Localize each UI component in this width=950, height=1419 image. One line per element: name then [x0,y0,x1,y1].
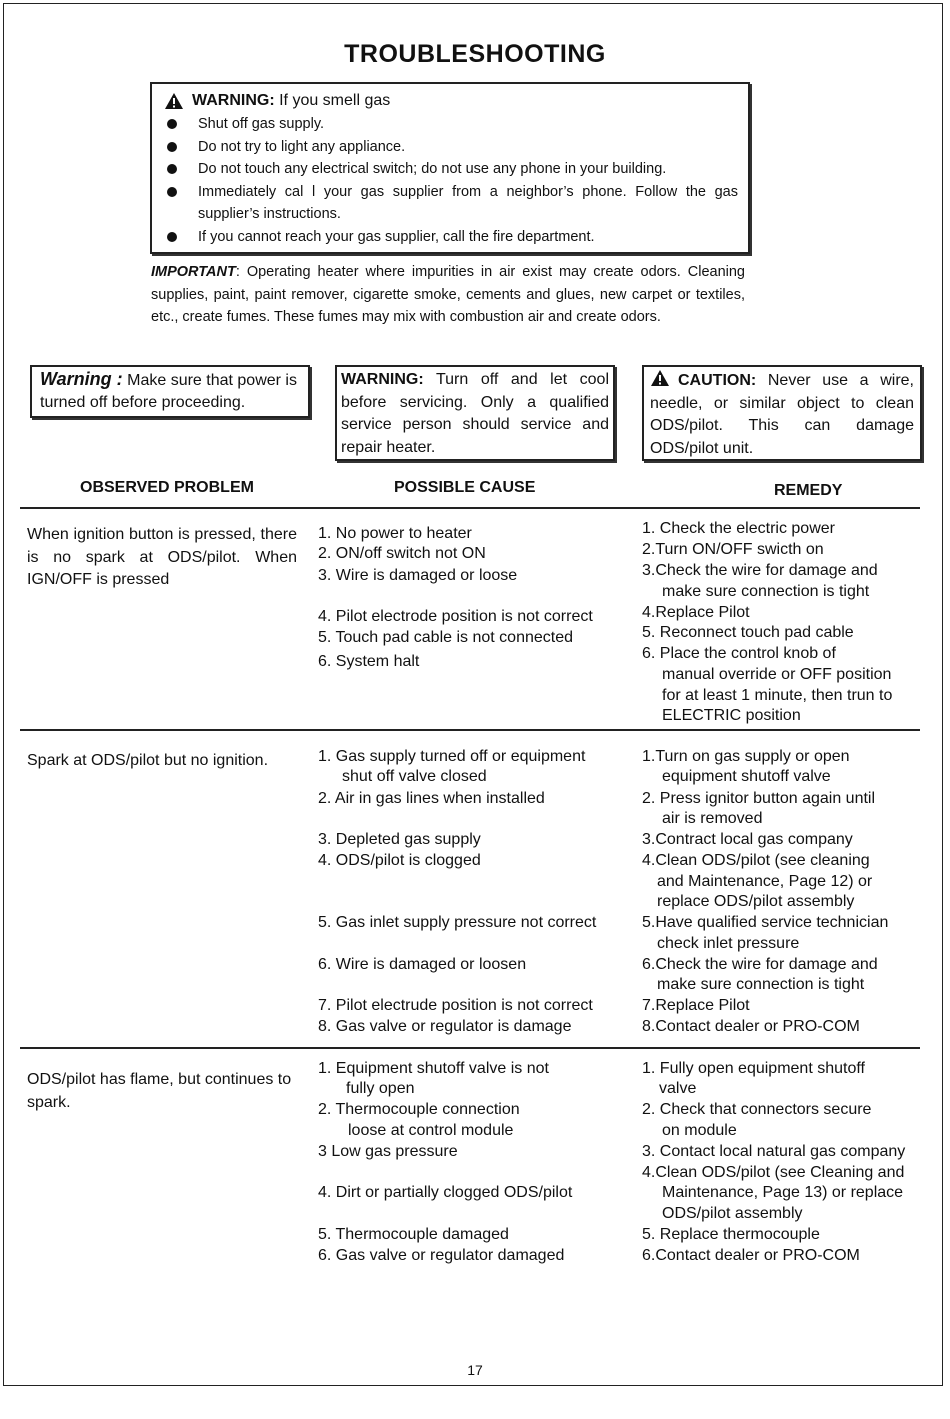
list-item: 6. Place the control knob of [642,645,836,662]
list-item: 8. Gas valve or regulator is damage [318,1018,572,1035]
list-item: 1.Turn on gas supply or open [642,748,850,765]
list-item: 4. Dirt or partially clogged ODS/pilot [318,1184,573,1201]
page-number: 17 [467,1362,483,1378]
list-item: 1. Equipment shutoff valve is not [318,1060,549,1077]
list-item: 1. Fully open equipment shutoff [642,1060,865,1077]
list-item: 7.Replace Pilot [642,997,750,1014]
power-warning-box [30,365,310,418]
list-item: 8.Contact dealer or PRO-COM [642,1018,860,1035]
column-header-problem: OBSERVED PROBLEM [80,479,254,496]
list-item: 5. Reconnect touch pad cable [642,624,854,641]
list-item: 4.Clean ODS/pilot (see Cleaning and [642,1164,905,1181]
list-item: 5. Gas inlet supply pressure not correct [318,914,597,931]
list-item: 3. Wire is damaged or loose [318,567,518,584]
list-item: 2. Press ignitor button again until [642,790,876,807]
table-rule [20,1047,920,1049]
gas-warning-list [164,113,738,248]
list-item: make sure connection is tight [662,583,870,600]
list-item: 3 Low gas pressure [318,1143,458,1160]
caution-box [642,365,922,461]
list-item: ELECTRIC position [662,707,801,724]
list-item: check inlet pressure [657,935,800,952]
list-item: 5.Have qualified service technician [642,914,889,931]
important-label: IMPORTANT [151,264,236,280]
column-header-cause: POSSIBLE CAUSE [394,479,536,496]
gas-warning-heading [164,90,738,112]
list-item: 2. ON/off switch not ON [318,545,486,562]
list-item: 4.Clean ODS/pilot (see cleaning [642,852,870,869]
table-rule [20,729,920,731]
list-item: 1. Gas supply turned off or equipment [318,748,586,765]
problem-cell: Spark at ODS/pilot but no ignition. [27,752,269,769]
problem-cell: ODS/pilot has flame, but continues to spark. [27,1071,292,1111]
gas-warning-box [150,82,750,254]
cool-warning-text: Turn off and let cool before servicing. Only a qualified service person should service and repair heater. [341,371,609,456]
list-item: 2. Check that connectors secure [642,1101,872,1118]
list-item: 3. Depleted gas supply [318,831,481,848]
list-item: shut off valve closed [342,768,487,785]
list-item: 1. No power to heater [318,525,472,542]
list-item: 3. Contact local natural gas company [642,1143,906,1160]
column-header-remedy: REMEDY [774,482,843,499]
list-item: ODS/pilot assembly [662,1205,803,1222]
list-item: 1. Check the electric power [642,520,835,537]
list-item: air is removed [662,810,763,827]
list-item: manual override or OFF position [662,666,892,683]
warning-triangle-icon [650,369,670,387]
important-note [151,261,745,329]
list-item: equipment shutoff valve [662,768,831,785]
list-item: 3.Check the wire for damage and [642,562,878,579]
warning-triangle-icon [164,92,184,110]
list-item: 3.Contract local gas company [642,831,853,848]
list-item: Immediately cal l your gas supplier from a neighbor’s phone. Follow the gas supplier’s instructions. [164,181,738,226]
problem-cell: When ignition button is pressed, there is no spark at ODS/pilot. When IGN/OFF is pressed [27,526,297,588]
list-item: 6. System halt [318,653,420,670]
list-item: 6.Contact dealer or PRO-COM [642,1247,860,1264]
cool-warning-label: WARNING: [341,371,424,388]
list-item: fully open [346,1080,415,1097]
caution-label: CAUTION: [678,372,757,389]
list-item: for at least 1 minute, then trun to [662,687,893,704]
list-item: 4. ODS/pilot is clogged [318,852,481,869]
table-rule [20,507,920,509]
caution-text: Never use a wire, needle, or similar object to clean ODS/pilot. This can damage ODS/pilot unit. [650,372,914,457]
list-item: 2. Air in gas lines when installed [318,790,545,807]
list-item: Maintenance, Page 13) or replace [662,1184,904,1201]
list-item: 4.Replace Pilot [642,604,750,621]
list-item: Shut off gas supply. [164,113,738,136]
important-text: : Operating heater where impurities in air exist may create odors. Cleaning supplies, paint, paint remover, cigarette smoke, cements and glues, new carpet or textiles, etc., create fumes. These fumes may mix with combustion air and create odors. [151,264,745,325]
gas-warning-text: If you smell gas [274,92,391,109]
cool-warning-box [335,365,615,461]
gas-warning-label: WARNING: [192,92,275,109]
power-warning-label: Warning : [40,369,123,389]
list-item: valve [659,1080,697,1097]
list-item: replace ODS/pilot assembly [657,893,855,910]
power-warning-text: Make sure that power is turned off before proceeding. [40,372,297,411]
list-item: 2.Turn ON/OFF swicth on [642,541,824,558]
list-item: 4. Pilot electrode position is not correct [318,608,593,625]
list-item: 5. Thermocouple damaged [318,1226,509,1243]
list-item: 6.Check the wire for damage and [642,956,878,973]
list-item: make sure connection is tight [657,976,865,993]
list-item: 2. Thermocouple connection [318,1101,520,1118]
page-title: TROUBLESHOOTING [344,40,606,68]
list-item: loose at control module [348,1122,514,1139]
list-item: 5. Touch pad cable is not connected [318,629,573,646]
list-item: 5. Replace thermocouple [642,1226,820,1243]
list-item: Do not try to light any appliance. [164,136,738,159]
list-item: 7. Pilot electrude position is not correct [318,997,593,1014]
list-item: 6. Gas valve or regulator damaged [318,1247,565,1264]
list-item: 6. Wire is damaged or loosen [318,956,527,973]
list-item: Do not touch any electrical switch; do not use any phone in your building. [164,158,738,181]
list-item: If you cannot reach your gas supplier, call the fire department. [164,226,738,249]
list-item: and Maintenance, Page 12) or [657,873,873,890]
list-item: on module [662,1122,737,1139]
